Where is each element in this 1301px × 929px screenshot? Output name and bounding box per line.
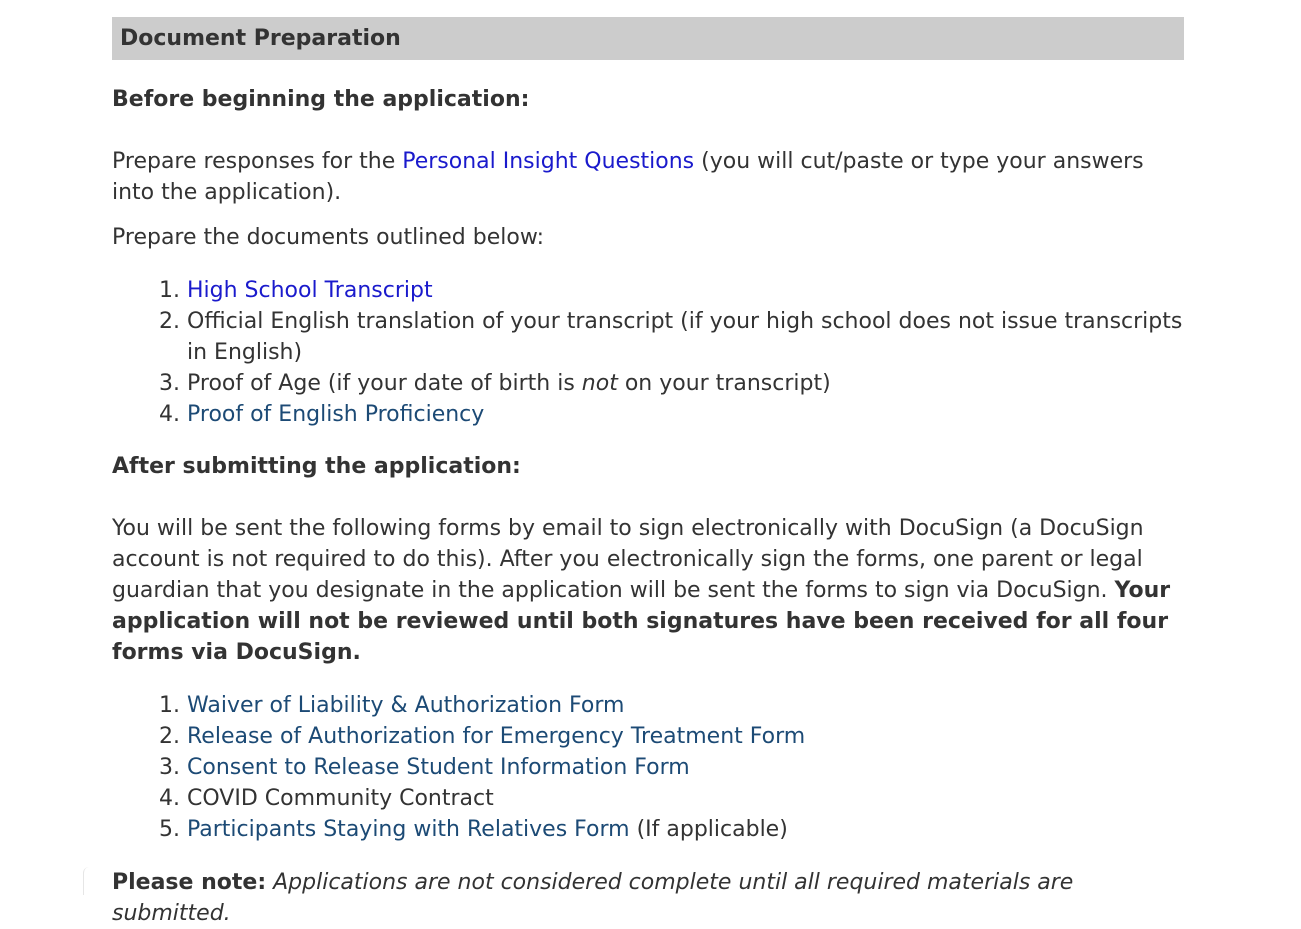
documents-list	[112, 275, 1184, 430]
list-item	[187, 783, 1184, 814]
docusign-text: You will be sent the following forms by email to sign electronically with DocuSign (a DocuSign account is not required to do this). After you electronically sign the forms, one parent or legal guardian that you designate in the application will be sent the forms to sign via DocuSign.	[112, 516, 1144, 603]
list-item	[187, 752, 1184, 783]
page-edge-divider	[83, 867, 90, 895]
list-item	[187, 368, 1184, 399]
relatives-form-link[interactable]: Participants Staying with Relatives Form	[187, 817, 630, 842]
please-note-paragraph	[112, 867, 1184, 929]
covid-contract-text: COVID Community Contract	[187, 786, 494, 811]
after-heading: After submitting the application:	[112, 454, 521, 479]
please-note-label: Please note:	[112, 870, 267, 895]
proof-of-age-suffix: on your transcript)	[617, 371, 831, 396]
before-heading: Before beginning the application:	[112, 87, 530, 112]
list-item	[187, 275, 1184, 306]
prepare-documents-paragraph: Prepare the documents outlined below:	[112, 225, 545, 250]
list-item	[187, 690, 1184, 721]
proof-of-age-emphasis: not	[581, 371, 618, 396]
list-item	[187, 306, 1184, 368]
personal-insight-questions-link[interactable]: Personal Insight Questions	[402, 149, 695, 174]
list-item	[187, 399, 1184, 430]
proof-of-age-prefix: Proof of Age (if your date of birth is	[187, 371, 582, 396]
if-applicable-text: (If applicable)	[629, 817, 788, 842]
translation-text: Official English translation of your transcript (if your high school does not issue transcripts in English)	[187, 309, 1183, 365]
emergency-treatment-link[interactable]: Release of Authorization for Emergency Treatment Form	[187, 724, 806, 749]
list-item	[187, 721, 1184, 752]
waiver-link[interactable]: Waiver of Liability & Authorization Form	[187, 693, 625, 718]
docusign-paragraph	[112, 513, 1184, 668]
list-item	[187, 814, 1184, 845]
document-preparation-section	[112, 17, 1184, 929]
section-header: Document Preparation	[112, 17, 1184, 60]
forms-list	[112, 690, 1184, 845]
docusign-bold-text: Your application will not be reviewed until both signatures have been received for all four forms via DocuSign.	[112, 578, 1171, 665]
proof-of-english-link[interactable]: Proof of English Proficiency	[187, 402, 485, 427]
high-school-transcript-link[interactable]: High School Transcript	[187, 278, 433, 303]
para-text-suffix: (you will cut/paste or type your answers into the application).	[112, 149, 1144, 205]
personal-insight-paragraph	[112, 146, 1184, 208]
para-text-prefix: Prepare responses for the	[112, 149, 403, 174]
consent-release-link[interactable]: Consent to Release Student Information Form	[187, 755, 690, 780]
please-note-text: Applications are not considered complete until all required materials are submitted.	[112, 870, 1074, 926]
